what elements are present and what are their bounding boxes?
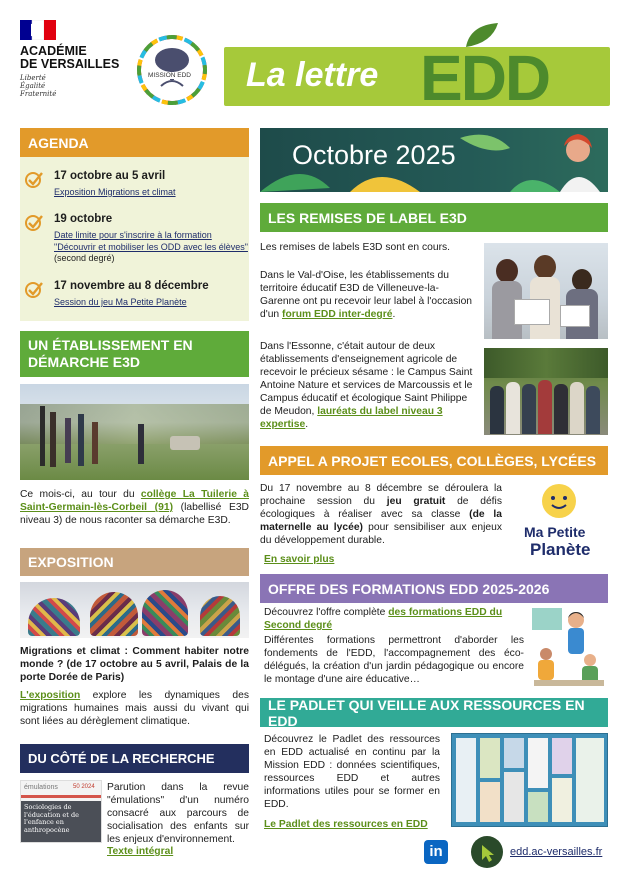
journal-name: émulations (24, 784, 58, 791)
agenda-date: 19 octobre (54, 213, 113, 225)
journal-issue: 50 2024 (73, 784, 95, 790)
recherche-title: DU CÔTÉ DE LA RECHERCHE (20, 744, 249, 773)
padlet-screenshot (451, 733, 608, 827)
agenda-title: AGENDA (20, 128, 249, 157)
smiley-planet-icon (540, 482, 578, 520)
check-icon (24, 170, 44, 190)
college-link[interactable]: collège La Tuilerie à Saint-Germain-lès-Corbeil (91) (20, 489, 249, 513)
exposition-title: EXPOSITION (20, 548, 249, 576)
remises-val-doise (260, 269, 474, 321)
octobre-banner (260, 128, 608, 192)
exposition-link[interactable]: L'exposition (20, 690, 81, 701)
appel-t2: de défis écologiques à réaliser avec sa classe (260, 496, 502, 520)
motto: Liberté Égalité Fraternité (20, 74, 57, 98)
etablissement-text (20, 488, 249, 527)
agenda-link[interactable]: Exposition Migrations et climat (54, 187, 176, 197)
agenda-date: 17 novembre au 8 décembre (54, 280, 209, 292)
remises-val-doise-text: Dans le Val-d'Oise, les établissements du territoire éducatif E3D de Villeneuve-la-Garenne ont pu recevoir leur label à l'occasion d'un (260, 270, 473, 320)
cursor-icon (471, 836, 503, 868)
label-ceremony-photo (484, 243, 608, 339)
formations-t1: Découvrez l'offre complète (264, 607, 389, 618)
remises-essonne (260, 340, 474, 431)
agenda-link[interactable]: Date limite pour s'inscrire à la formation "Découvrir et mobiliser les ODD avec les élèves" (54, 230, 248, 252)
appel-t3: pour sensibiliser aux enjeux du développement durable. (260, 522, 502, 546)
mission-edd-logo (133, 32, 211, 110)
leaf-icon (462, 21, 502, 51)
exposition-text (20, 689, 249, 728)
mission-label: MISSION EDD (148, 72, 191, 79)
journal-stripe (21, 795, 102, 798)
agenda-text (54, 230, 249, 265)
padlet-title: LE PADLET QUI VEILLE AUX RESSOURCES EN EDD (260, 698, 608, 727)
formations-intro (264, 606, 526, 632)
formations-link[interactable]: des formations EDD du Second degré (264, 607, 503, 631)
agenda-date: 17 octobre au 5 avril (54, 170, 166, 182)
appel-b2: (de la maternelle au lycée) (260, 509, 502, 533)
newsletter-title: La lettre (246, 56, 379, 94)
remises-intro: Les remises de labels E3D sont en cours. (260, 242, 451, 253)
agenda-link[interactable]: Session du jeu Ma Petite Planète (54, 297, 187, 307)
appel-b1: jeu gratuit (386, 496, 446, 507)
recherche-link[interactable]: Texte intégral (107, 846, 174, 857)
padlet-link[interactable]: Le Padlet des ressources en EDD (264, 819, 428, 830)
republic-logo (20, 20, 130, 100)
logo-line-1: Ma Petite (524, 524, 586, 540)
ma-petite-planete-logo (512, 482, 608, 564)
check-icon (24, 213, 44, 233)
etablissement-text-start: Ce mois-ci, au tour du (20, 489, 141, 500)
linkedin-icon: in (429, 843, 443, 860)
group-photo (484, 348, 608, 435)
teacher-icon (530, 604, 608, 688)
exposition-description: explore les dynamiques des migrations humaines mais aussi du vivant qui sont liées au dérèglement climatique. (20, 690, 249, 727)
appel-text (260, 482, 502, 547)
journal-cover (20, 780, 102, 843)
website-icon[interactable] (471, 836, 503, 868)
period: . (392, 309, 396, 320)
etablissement-text-end: (labellisé E3D niveau 3) de nous raconter sa démarche E3D. (20, 502, 249, 526)
appel-t1: Du 17 novembre au 8 décembre se déroulera la prochaine session du (260, 483, 502, 507)
linkedin-button[interactable] (424, 840, 448, 864)
padlet-text: Découvrez le Padlet des ressources en EDD actualisé en continu par la Mission EDD : données scientifiques, ressources EDD et autres informations utiles pour se former en EDD. (264, 734, 440, 810)
laureats-link[interactable]: lauréats du label niveau 3 expertise (260, 406, 443, 430)
remises-essonne-text: Dans l'Essonne, c'était autour de deux établissements d'enseignement agricole de recevoir le précieux sésame : le Campus Saint Antoine Nature et services de Marcoussis et le Campus éducatif et écologique Saint Philippe de Meudon, (260, 341, 473, 417)
agenda-extra: (second degré) (54, 253, 115, 263)
period: . (305, 419, 309, 430)
tree-icon (133, 32, 211, 110)
formations-text: Différentes formations permettront d'aborder les fondements de l'EDD, l'accompagnement des éco-délégués, la création d'un jardin pédagogique ou encore le montage d'une aire éducative… (264, 635, 524, 685)
exposition-photo (20, 582, 249, 638)
training-illustration (530, 604, 608, 688)
etablissement-title: UN ÉTABLISSEMENT EN DÉMARCHE E3D (20, 331, 249, 377)
check-icon (24, 280, 44, 300)
appel-link[interactable]: En savoir plus (264, 554, 335, 565)
recherche-text: Parution dans la revue "émulations" d'un numéro consacré aux parcours de socialisation des enfants sur les enjeux d'environnement. (107, 782, 249, 845)
students-field-photo (20, 384, 249, 480)
month-title: Octobre 2025 (292, 140, 456, 170)
journal-cover-title: Sociologies de l'éducation et de l'enfance en anthropocène (21, 801, 102, 843)
logo-line-2: Planète (530, 540, 591, 559)
formations-title: OFFRE DES FORMATIONS EDD 2025-2026 (260, 574, 608, 603)
appel-title: APPEL A PROJET ECOLES, COLLÈGES, LYCÉES (260, 446, 608, 475)
marianne-flag-icon (20, 20, 56, 40)
academy-name: ACADÉMIE DE VERSAILLES (20, 44, 120, 71)
exposition-bold-text: Migrations et climat : Comment habiter notre monde ? (de 17 octobre au 5 avril, Palais de la porte Dorée de Paris) (20, 646, 249, 683)
title-banner (224, 42, 610, 114)
website-link[interactable]: edd.ac-versailles.fr (510, 846, 603, 858)
forum-link[interactable]: forum EDD inter-degré (282, 309, 393, 320)
remises-title: LES REMISES DE LABEL E3D (260, 203, 608, 232)
edd-title: EDD (420, 42, 550, 114)
